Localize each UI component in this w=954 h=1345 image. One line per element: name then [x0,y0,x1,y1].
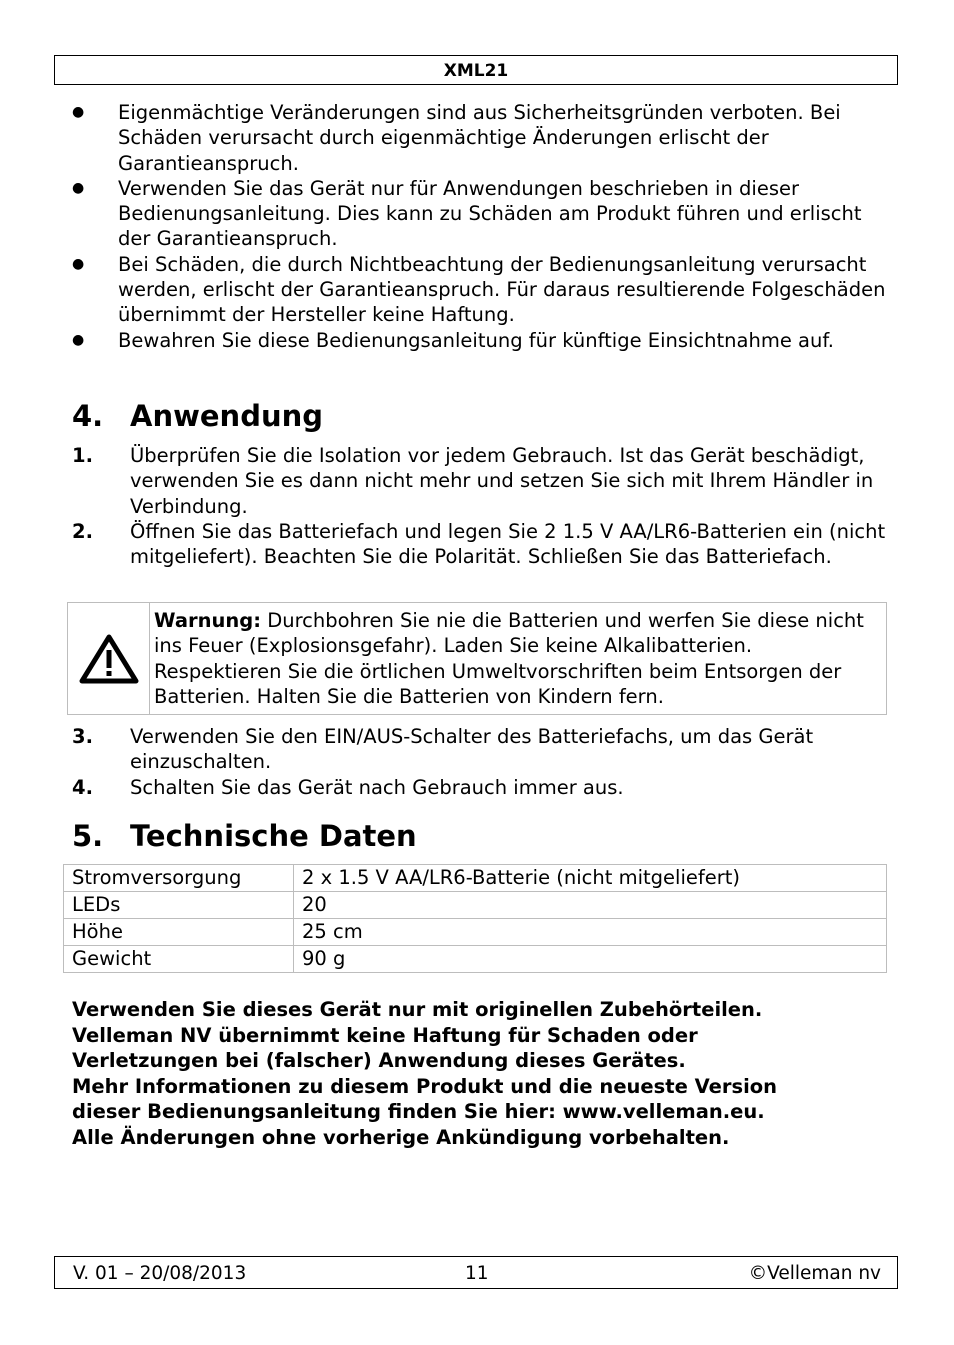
page-footer [54,1256,898,1289]
warning-label: Warnung: [154,609,261,632]
usage-steps-list-continued [72,724,892,800]
list-item: 3. Verwenden Sie den EIN/AUS-Schalter des Batteriefachs, um das Gerät einzuschalten. [72,725,814,774]
version-date: V. 01 – 20/08/2013 [73,1263,247,1284]
list-item: 1. Überprüfen Sie die Isolation vor jedem Gebrauch. Ist das Gerät beschädigt, verwenden Sie es dann nicht mehr und setzen Sie sich mit Ihrem Händler in Verbindung. [72,444,874,518]
warning-triangle-icon [78,633,140,685]
table-row: Höhe 25 cm [64,919,887,946]
warning-text: Warnung: Durchbohren Sie nie die Batterien und werfen Sie diese nicht ins Feuer (Explosionsgefahr). Laden Sie keine Alkalibatterien. Respektieren Sie die örtlichen Umweltvorschriften beim Entsorgen der Batterien. Halten Sie die Batterien von Kindern fern. [154,609,864,708]
list-item: 4. Schalten Sie das Gerät nach Gebrauch immer aus. [72,775,624,799]
table-row: Gewicht 90 g [64,946,887,973]
page-header [54,55,898,85]
bullet-icon: ● [72,255,85,272]
bullet-icon: ● [72,104,85,120]
list-item: 2. Öffnen Sie das Batteriefach und legen Sie 2 1.5 V AA/LR6-Batterien ein (nicht mitgeliefert). Beachten Sie die Polarität. Schließen Sie das Batteriefach. [72,519,886,569]
warning-box [67,602,887,715]
model-name: XML21 [443,61,509,81]
list-item: ● Eigenmächtige Veränderungen sind aus Sicherheitsgründen verboten. Bei Schäden verursacht durch eigenmächtige Änderungen erlischt der Garantieanspruch. [72,101,841,175]
spec-table [63,864,887,973]
warning-icon-cell [68,603,150,714]
page-number: 11 [465,1263,489,1284]
table-row: Stromversorgung 2 x 1.5 V AA/LR6-Batterie (nicht mitgeliefert) [64,865,887,892]
usage-steps-list [72,443,892,569]
safety-bullet-list [72,100,892,353]
section-heading-technische-daten: 5. Technische Daten [72,819,417,853]
section-heading-anwendung: 4. Anwendung [72,399,324,433]
bullet-icon: ● [72,331,85,348]
copyright: ©Velleman nv [748,1263,881,1284]
list-item: ● Bei Schäden, die durch Nichtbeachtung der Bedienungsanleitung verursacht werden, erlischt der Garantieanspruch. Für daraus resultierende Folgeschäden übernimmt der Hersteller keine Haftung. [72,252,886,327]
bullet-icon: ● [72,179,85,196]
table-row: LEDs 20 [64,892,887,919]
list-item: ● Bewahren Sie diese Bedienungsanleitung für künftige Einsichtnahme auf. [72,328,834,352]
list-item: ● Verwenden Sie das Gerät nur für Anwendungen beschrieben in dieser Bedienungsanleitung. Dies kann zu Schäden am Produkt führen und erlischt der Garantieanspruch. [72,176,862,251]
footnote: Verwenden Sie dieses Gerät nur mit originellen Zubehörteilen. Velleman NV übernimmt keine Haftung für Schaden oder Verletzungen bei (falscher) Anwendung dieses Gerätes. Mehr Informationen zu diesem Produkt und die neueste Version dieser Bedienungsanleitung finden Sie hier: www.velleman.eu. Alle Änderungen ohne vorherige Ankündigung vorbehalten. [72,998,778,1149]
